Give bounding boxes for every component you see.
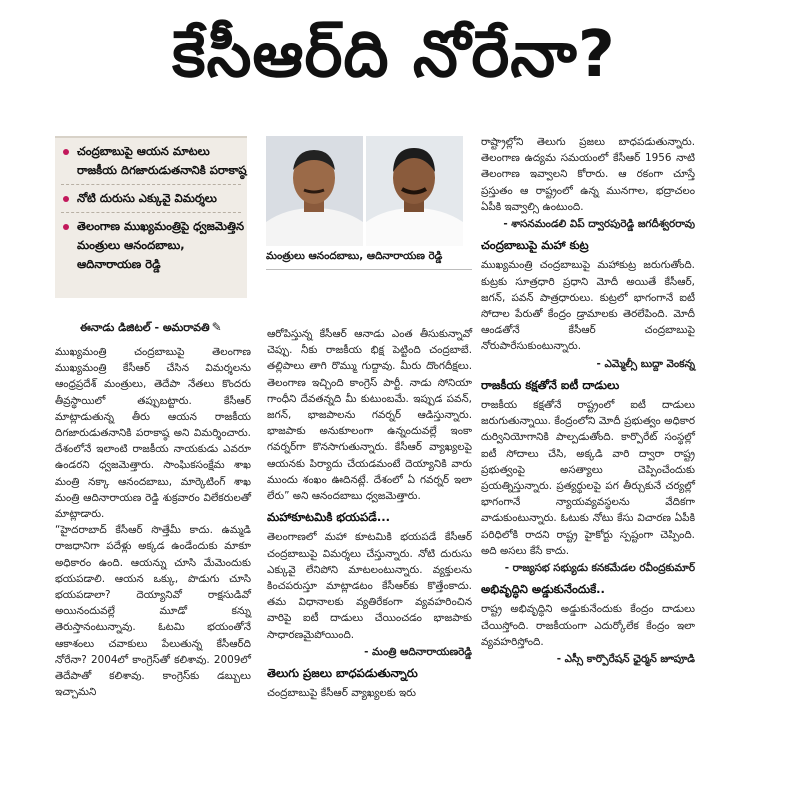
subheading: తెలుగు ప్రజలు బాధపడుతున్నారు xyxy=(267,666,418,681)
article-column-3 xyxy=(481,134,695,669)
photo-adinarayana-reddy xyxy=(366,136,463,246)
signature: - రాజ్యసభ సభ్యుడు కనకమేడల రవీంద్రకుమార్ xyxy=(504,562,695,575)
photo-anandababu xyxy=(266,136,363,246)
headline: కేసీఆర్‌ది నోరేనా? xyxy=(172,18,616,92)
article-column-2 xyxy=(267,326,472,701)
signature: - శాసనమండలి విప్ ద్వారపురెడ్డి జగదీశ్వరరావు xyxy=(503,218,695,231)
divider xyxy=(266,269,472,270)
dateline xyxy=(80,320,250,337)
signature: - మంత్రి ఆదినారాయణరెడ్డి xyxy=(364,645,472,658)
paragraph: ఆరోపిస్తున్న కేసీఆర్ ఆనాడు ఎంత తీసుకున్నావో చెప్పు. నీకు రాజకీయ భిక్ష పెట్టింది చంద్రబాబే. తల్లిపాలు తాగి రొమ్ము గుద్దావు. మీరు దొంగదీక్షలు. తెలంగాణ ఇచ్చింది కాంగ్రెస్ పార్టీ. నాడు సోనియా గాంధీని దేవతన్నది మీ కుటుంబమే. ఇప్పుడ పవన్, జగన్, భాజపాలను గవర్నర్ ఆడిస్తున్నారు. భాజపాకు అనుకూలంగా ఉన్నందువల్లే ఇంకా గవర్నర్‌గా కొనసాగుతున్నారు. కేసీఆర్ వ్యాఖ్యలపై ఆయనకు పిర్యాదు చేయడమంటే దెయ్యానికి వారు ముందు శంఖం ఊదినట్లే. దేశంలో ఏ గవర్నర్ ఇలా లేరు” అని ఆనందబాబు ధ్వజమెత్తారు. xyxy=(267,328,472,503)
paragraph: రాష్ట్ర అభివృద్ధిని అడ్డుకునేందుకు కేంద్రం దాడులు చేయిస్తోంది. రాజకీయంగా ఎదుర్కోలేక కేంద్రం ఇలా వ్యవహరిస్తోంది. xyxy=(481,603,695,648)
paragraph: రాష్ట్రాల్లోని తెలుగు ప్రజలు బాధపడుతున్నారు. తెలంగాణ ఉద్యమ సమయంలో కేసీఆర్ 1956 నాటి తెలంగాణ ఇవ్వాలని కోరారు. ఆ రకంగా చూస్తే ప్రస్తుతం ఆ రాష్ట్రంలో ఉన్న మునగాల, భద్రాచలం ఏపీకి ఇవ్వాల్సి ఉంటుంది. xyxy=(481,136,695,213)
paragraph: “హైదరాబాద్ కేసీఆర్ సొత్తేమీ కాదు. ఉమ్మడి రాజధానిగా పదేళ్లు అక్కడ ఉండేందుకు మాకూ అధికారం ఉంది. ఆయన్ను చూసి మేమెందుకు భయపడాలి. ఆయన ఒక్కు, పొడుగు చూసి భయపడాలా? దెయ్యానివో రాక్షసుడివో అయినందువల్లే మూడో కన్ను తెరుస్తానంటున్నావు. ఓటమి భయంతోనే ఆకాశంలు చవాకులు పేలుతున్న కేసీఆర్‌ది నోరేనా? 2004లో కాంగ్రెస్‌తో కలిశావు. 2009లో తెదేపాతో కలిశావు. కాంగ్రెస్‌కు డబ్బులు ఇచ్చామని xyxy=(55,524,251,699)
subheading: చంద్రబాబుపై మహా కుట్ర xyxy=(481,238,589,253)
paragraph: ముఖ్యమంత్రి చంద్రబాబుపై తెలంగాణ ముఖ్యమంత్రి కేసీఆర్ చేసిన విమర్శలను ఆంధ్రప్రదేశ్ మంత్రులు, తెదేపా నేతలు కొందరు తీవ్రస్థాయిలో తప్పుబట్టారు. కేసీఆర్ మాట్లాడుతున్న తీరు ఆయన రాజకీయ దిగజారుడుతనానికి పరాకాష్ఠ అని విమర్శించారు. దేశంలోనే ఇలాంటి రాజకీయ నాయకుడు ఎవరూ ఉండరని ధ్వజమెత్తారు. సాంఘికసంక్షేమ శాఖ మంత్రి నక్కా ఆనందబాబు, మార్కెటింగ్ శాఖ మంత్రి ఆదినారాయణ రెడ్డి శుక్రవారం విలేకరులతో మాట్లాడారు. xyxy=(55,346,251,521)
subheading: రాజకీయ కక్షతోనే ఐటీ దాడులు xyxy=(481,377,620,392)
signature: - ఎమ్మెల్సీ బుద్దా వెంకన్న xyxy=(596,357,695,370)
signature: - ఎస్సీ కార్పొరేషన్ ఛైర్మన్ జూపూడి xyxy=(556,653,695,666)
article-column-1 xyxy=(55,344,251,700)
summary-point: చంద్రబాబుపై ఆయన మాటలు రాజకీయ దిగజారుడుతనానికి పరాకాష్ఠ xyxy=(55,142,247,180)
paragraph: చంద్రబాబుపై కేసీఆర్ వ్యాఖ్యలకు ఇరు xyxy=(267,687,416,700)
paragraph: రాజకీయ కక్షతోనే రాష్ట్రంలో ఐటీ దాడులు జరుగుతున్నాయి. కేంద్రంలోని మోదీ ప్రభుత్వం అధికార దుర్వినియోగానికి పాల్పడుతోంది. కార్పొరేట్ సంస్థల్లో ఐటీ సోదాలు చేసి, అక్కడి వారి ద్వారా రాష్ట్ర ప్రభుత్వంపై అసత్యాలు చెప్పించేందుకు ప్రయత్నిస్తున్నారు. ప్రత్యర్థులపై పగ తీర్చుకునే చర్యల్లో భాగంగానే న్యాయవ్యవస్థలను వేదికగా వాడుకుంటున్నారు. ఓటుకు నోటు కేసు విచారణ ఏపీకి పరిధిలోకి రాదని రాష్ట్ర హైకోర్టు స్పష్టంగా చెప్పింది. అది అసలు కేసే కాదు. xyxy=(481,399,695,557)
pen-icon: ✎ xyxy=(211,320,222,334)
paragraph: తెలంగాణలో మహా కూటమికి భయపడే కేసీఆర్ చంద్రబాబుపై విమర్శలు చేస్తున్నారు. నోటి దురుసు ఎక్కువై లేనిపోని మాటలంటున్నారు. వ్యక్తులను కించపరుస్తూ మాట్లాడటం కేసీఆర్‌కు కొత్తేంకాదు. తమ విధానాలకు వ్యతిరేకంగా వ్యవహరించిన వారిపై ఐటీ దాడులు చేయించడం భాజపాకు సాధారణమైపోయింది. xyxy=(267,531,472,641)
summary-point: నోటి దురుసు ఎక్కువై విమర్శలు xyxy=(55,189,247,208)
paragraph: ముఖ్యమంత్రి చంద్రబాబుపై మహాకుట్ర జరుగుతోంది. కుట్రకు సూత్రధారి ప్రధాని మోదీ అయితే కేసీఆర్, జగన్, పవన్ పాత్రధారులు. కుట్రలో భాగంగానే ఐటీ సోదాల పేరుతో కేంద్రం డ్రామాలకు తెరలేపింది. మోదీ ఆండతోనే కేసీఆర్ చంద్రబాబుపై నోరుపారేసుకుంటున్నారు. xyxy=(481,259,695,353)
dateline-text: ఈనాడు డిజిటల్ - అమరావతి xyxy=(80,321,210,334)
summary-point: తెలంగాణ ముఖ్యమంత్రిపై ధ్వజమెత్తిన మంత్రులు ఆనందబాబు, ఆదినారాయణ రెడ్డి xyxy=(55,217,247,274)
subheading: అభివృద్ధిని అడ్డుకునేందుకే.. xyxy=(481,582,605,597)
divider xyxy=(61,184,241,185)
photo-caption: మంత్రులు ఆనందబాబు, ఆదినారాయణ రెడ్డి xyxy=(266,250,443,262)
subheading: మహాకూటమికి భయపడే... xyxy=(267,510,391,525)
divider xyxy=(61,212,241,213)
summary-box xyxy=(55,136,247,298)
